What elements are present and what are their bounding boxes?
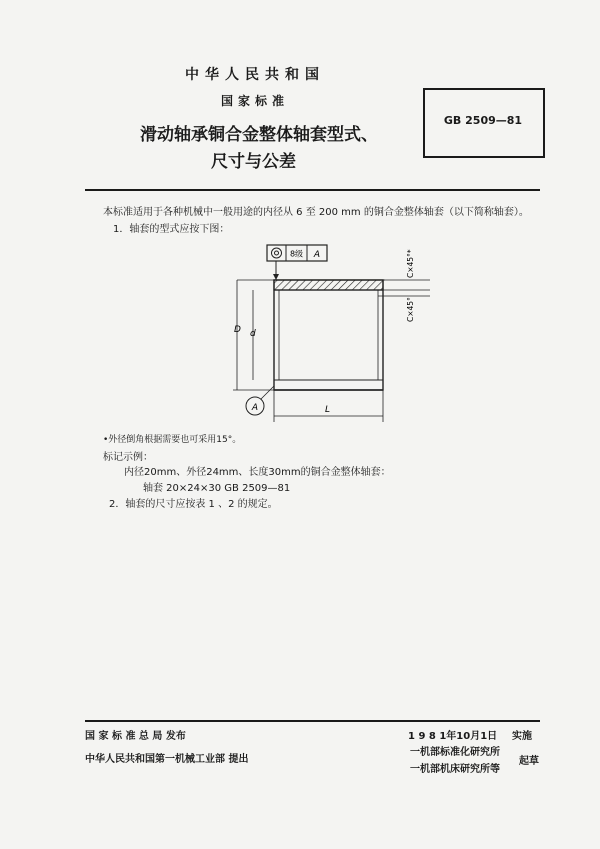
intro-paragraph: 本标准适用于各种机械中一般用途的内径从 6 至 200 mm 的铜合金整体轴套（以下简称轴套）。 (103, 207, 529, 218)
datum-label: A (251, 403, 259, 413)
standard-type: 国家标准 (220, 94, 289, 108)
implement-date: 1 9 8 1年10月1日 (408, 731, 498, 742)
marking-description: 内径20mm、外径24mm、长度30mm的铜合金整体轴套： (124, 467, 391, 478)
marking-heading: 标记示例： (103, 452, 153, 463)
dim-outer-diameter: D (234, 325, 241, 335)
draft-label: 起草 (519, 756, 539, 767)
dim-length: L (325, 405, 331, 415)
document-title-line2: 尺寸与公差 (211, 152, 296, 172)
chamfer-inner-label: C×45° (406, 297, 415, 322)
item-2: 2．轴套的尺寸应按表 1 、2 的规定。 (109, 499, 278, 510)
tolerance-value: 8级 (289, 249, 304, 259)
marking-example: 轴套 20×24×30 GB 2509—81 (143, 483, 291, 494)
footnote: •外径倒角根据需要也可采用15°。 (103, 435, 242, 445)
standard-code: GB 2509—81 (443, 114, 523, 127)
proposer: 中华人民共和国第一机械工业部 提出 (85, 754, 249, 765)
drafter-1: 一机部标准化研究所 (410, 747, 500, 758)
tolerance-frame (267, 245, 327, 280)
header-divider (85, 189, 540, 191)
document-title-line1: 滑动轴承铜合金整体轴套型式、 (140, 125, 378, 145)
issuer: 国 家 标 准 总 局 发布 (85, 731, 186, 742)
chamfer-outer-label: C×45°* (406, 249, 415, 278)
country-title: 中华人民共和国 (185, 67, 325, 83)
implement-label: 实施 (512, 731, 532, 742)
drafter-2: 一机部机床研究所等 (410, 764, 500, 775)
concentricity-icon (272, 248, 282, 258)
footer-divider (85, 720, 540, 722)
bushing-section (274, 280, 383, 390)
dim-inner-diameter: d (250, 329, 256, 339)
item-1: 1．轴套的型式应按下图： (113, 224, 230, 235)
bushing-drawing (225, 240, 445, 425)
tolerance-datum-ref: A (313, 250, 321, 260)
